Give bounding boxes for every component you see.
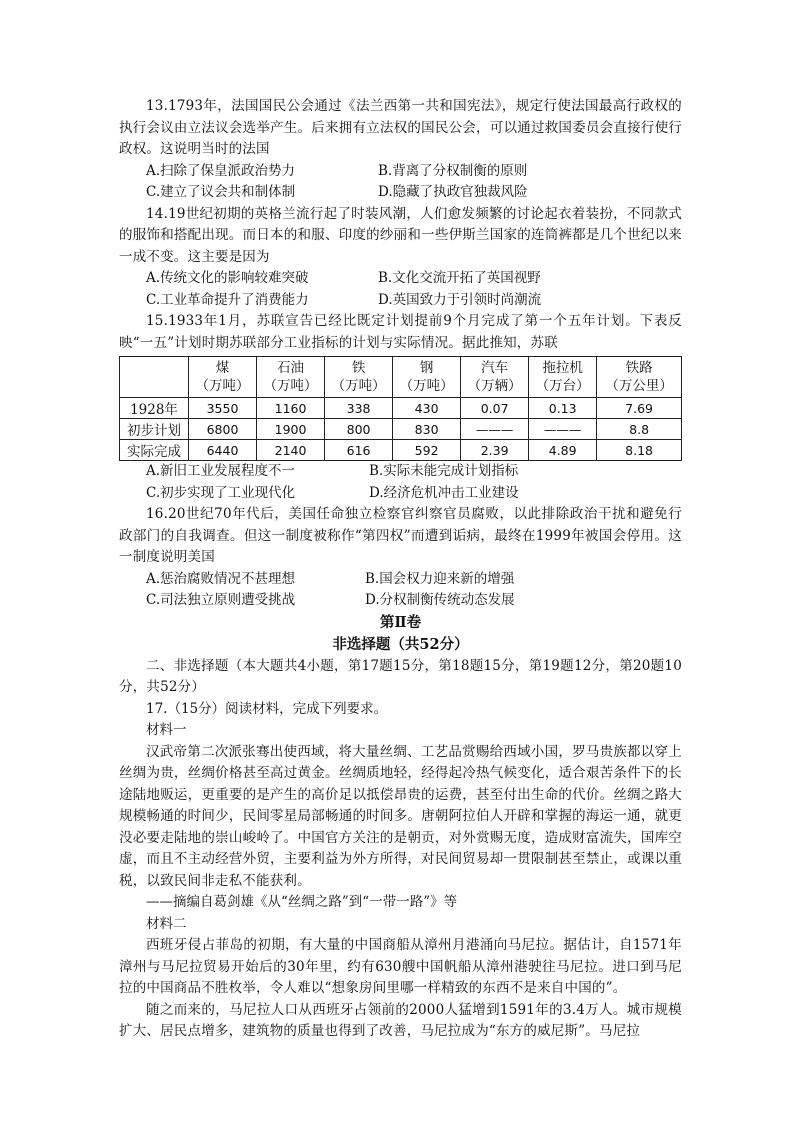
table-cell: 0.13 — [529, 398, 597, 419]
question-15-stem: 15.1933年1月，苏联宣告已经比既定计划提前9个月完成了第一个五年计划。下表反映“一五”计划时期苏联部分工业指标的计划与实际情况。据此推知，苏联 — [119, 313, 682, 351]
table-header-row — [120, 357, 682, 398]
question-13-option-c: C.建立了议会共和制体制 — [146, 184, 296, 200]
question-13-options — [119, 161, 682, 204]
question-15-options — [119, 461, 682, 504]
question-15-option-a: A.新旧工业发展程度不一 — [146, 463, 296, 479]
table-cell: 830 — [393, 419, 461, 440]
question-14-option-c: C.工业革命提升了消费能力 — [146, 291, 309, 308]
section-subtitle: 非选择题（共52分） — [332, 635, 469, 653]
question-13-option-a: A.扫除了保皇派政治势力 — [146, 162, 296, 179]
table-row — [120, 440, 682, 461]
table-row — [120, 398, 682, 419]
table-header-cell: 铁路 （万公里） — [597, 357, 682, 398]
question-14-option-b: B.文化交流开拓了英国视野 — [378, 270, 541, 286]
table-row-label: 1928年 — [120, 398, 189, 419]
table-cell: 430 — [393, 398, 461, 419]
question-16-option-b: B.国会权力迎来新的增强 — [365, 570, 515, 587]
question-13-option-d: D.隐藏了执政官独裁风险 — [378, 184, 528, 200]
table-cell: 6440 — [189, 440, 257, 461]
question-14-option-a: A.传统文化的影响较难突破 — [146, 270, 309, 286]
question-17-stem: 17.（15分）阅读材料，完成下列要求。 — [146, 700, 388, 717]
table-cell: ——— — [529, 419, 597, 440]
table-corner-cell — [120, 357, 189, 398]
exam-page — [119, 96, 682, 1043]
material-1-label: 材料一 — [146, 722, 187, 738]
question-15-option-b: B.实际未能完成计划指标 — [369, 463, 519, 479]
table-cell: 1900 — [257, 419, 325, 440]
table-cell: ——— — [461, 419, 529, 440]
question-16-option-a: A.惩治腐败情况不甚理想 — [146, 570, 296, 587]
question-16-option-d: D.分权制衡传统动态发展 — [365, 592, 515, 608]
table-header-cell: 拖拉机 （万台） — [529, 357, 597, 398]
table-cell: 7.69 — [597, 398, 682, 419]
table-cell: 800 — [325, 419, 393, 440]
question-13-option-b: B.背离了分权制衡的原则 — [378, 162, 528, 179]
table-cell: 8.8 — [597, 419, 682, 440]
question-16-stem: 16.20世纪70年代后，美国任命独立检察官纠察官员腐败，以此排除政治干扰和避免行政部门的自我调查。但这一制度被称作“第四权”而遭到诟病，最终在1999年被国会停用。这一制度说明美国 — [119, 506, 682, 565]
section-intro: 二、非选择题（本大题共4小题，第17题15分，第18题15分，第19题12分，第20题10分，共52分） — [119, 657, 682, 695]
question-15-option-c: C.初步实现了工业现代化 — [146, 484, 296, 501]
table-header-cell: 铁 （万吨） — [325, 357, 393, 398]
table-cell: 4.89 — [529, 440, 597, 461]
material-1-text: 汉武帝第二次派张骞出使西域，将大量丝绸、工艺品赏赐给西域小国，罗马贵族都以穿上丝绸为贵，丝绸价格甚至高过黄金。丝绸质地轻，经得起冷热气候变化，适合艰苦条件下的长途陆地贩运，更重要的是产生的高价足以抵偿昂贵的运费，甚至付出生命的代价。丝绸之路大规模畅通的时间少，民间零星局部畅通的时间多。唐朝阿拉伯人开辟和掌握的海运一通，就更没必要走陆地的崇山峻岭了。中国官方关注的是朝贡，对外赏赐无度，造成财富流失，国库空虚，而且不主动经营外贸，主要利益为外方所得，对民间贸易却一贯限制甚至禁止，或课以重税，以致民间非走私不能获利。 — [119, 743, 682, 889]
table-row — [120, 419, 682, 440]
table-row-label: 初步计划 — [120, 419, 189, 440]
section-title: 第Ⅱ卷 — [379, 613, 422, 631]
material-2-label: 材料二 — [146, 915, 187, 932]
table-cell: 338 — [325, 398, 393, 419]
table-header-cell: 汽车 （万辆） — [461, 357, 529, 398]
material-1-source: ——摘编自葛剑雄《从“丝绸之路”到“一带一路”》等 — [146, 894, 458, 910]
question-14-option-d: D.英国致力于引领时尚潮流 — [378, 291, 542, 308]
table-header-cell: 钢 （万吨） — [393, 357, 461, 398]
table-header-cell: 石油 （万吨） — [257, 357, 325, 398]
question-15-option-d: D.经济危机冲击工业建设 — [369, 484, 519, 501]
material-2-paragraph-2: 随之而来的，马尼拉人口从西班牙占领前的2000人猛增到1591年的3.4万人。城市规模扩大、居民点增多，建筑物的质量也得到了改善，马尼拉成为“东方的威尼斯”。马尼拉 — [119, 1001, 682, 1039]
question-16-option-c: C.司法独立原则遭受挑战 — [146, 592, 296, 608]
question-13-stem: 13.1793年，法国国民公会通过《法兰西第一共和国宪法》，规定行使法国最高行政权的执行会议由立法议会选举产生。后来拥有立法权的国民公会，可以通过救国委员会直接行使行政权。这说明当时的法国 — [119, 98, 682, 157]
question-14-stem: 14.19世纪初期的英格兰流行起了时装风潮，人们愈发频繁的讨论起衣着装扮，不同款式的服饰和搭配出现。而日本的和服、印度的纱丽和一些伊斯兰国家的连筒裤都是几个世纪以来一成不变。这主要是因为 — [119, 205, 682, 265]
table-cell: 616 — [325, 440, 393, 461]
table-cell: 592 — [393, 440, 461, 461]
table-row-label: 实际完成 — [120, 440, 189, 461]
table-header-cell: 煤 （万吨） — [189, 357, 257, 398]
question-16-options — [119, 569, 682, 612]
table-cell: 3550 — [189, 398, 257, 419]
table-cell: 1160 — [257, 398, 325, 419]
question-14-options — [119, 268, 682, 311]
table-cell: 2140 — [257, 440, 325, 461]
soviet-industry-table — [119, 356, 682, 461]
table-cell: 6800 — [189, 419, 257, 440]
material-2-paragraph-1: 西班牙侵占菲岛的初期，有大量的中国商船从漳州月港涌向马尼拉。据估计，自1571年漳州与马尼拉贸易开始后的30年里，约有630艘中国帆船从漳州港驶往马尼拉。进口到马尼拉的中国商品不胜枚举，令人难以“想象房间里哪一样精致的东西不是来自中国的”。 — [119, 937, 682, 996]
table-cell: 0.07 — [461, 398, 529, 419]
table-cell: 8.18 — [597, 440, 682, 461]
table-cell: 2.39 — [461, 440, 529, 461]
